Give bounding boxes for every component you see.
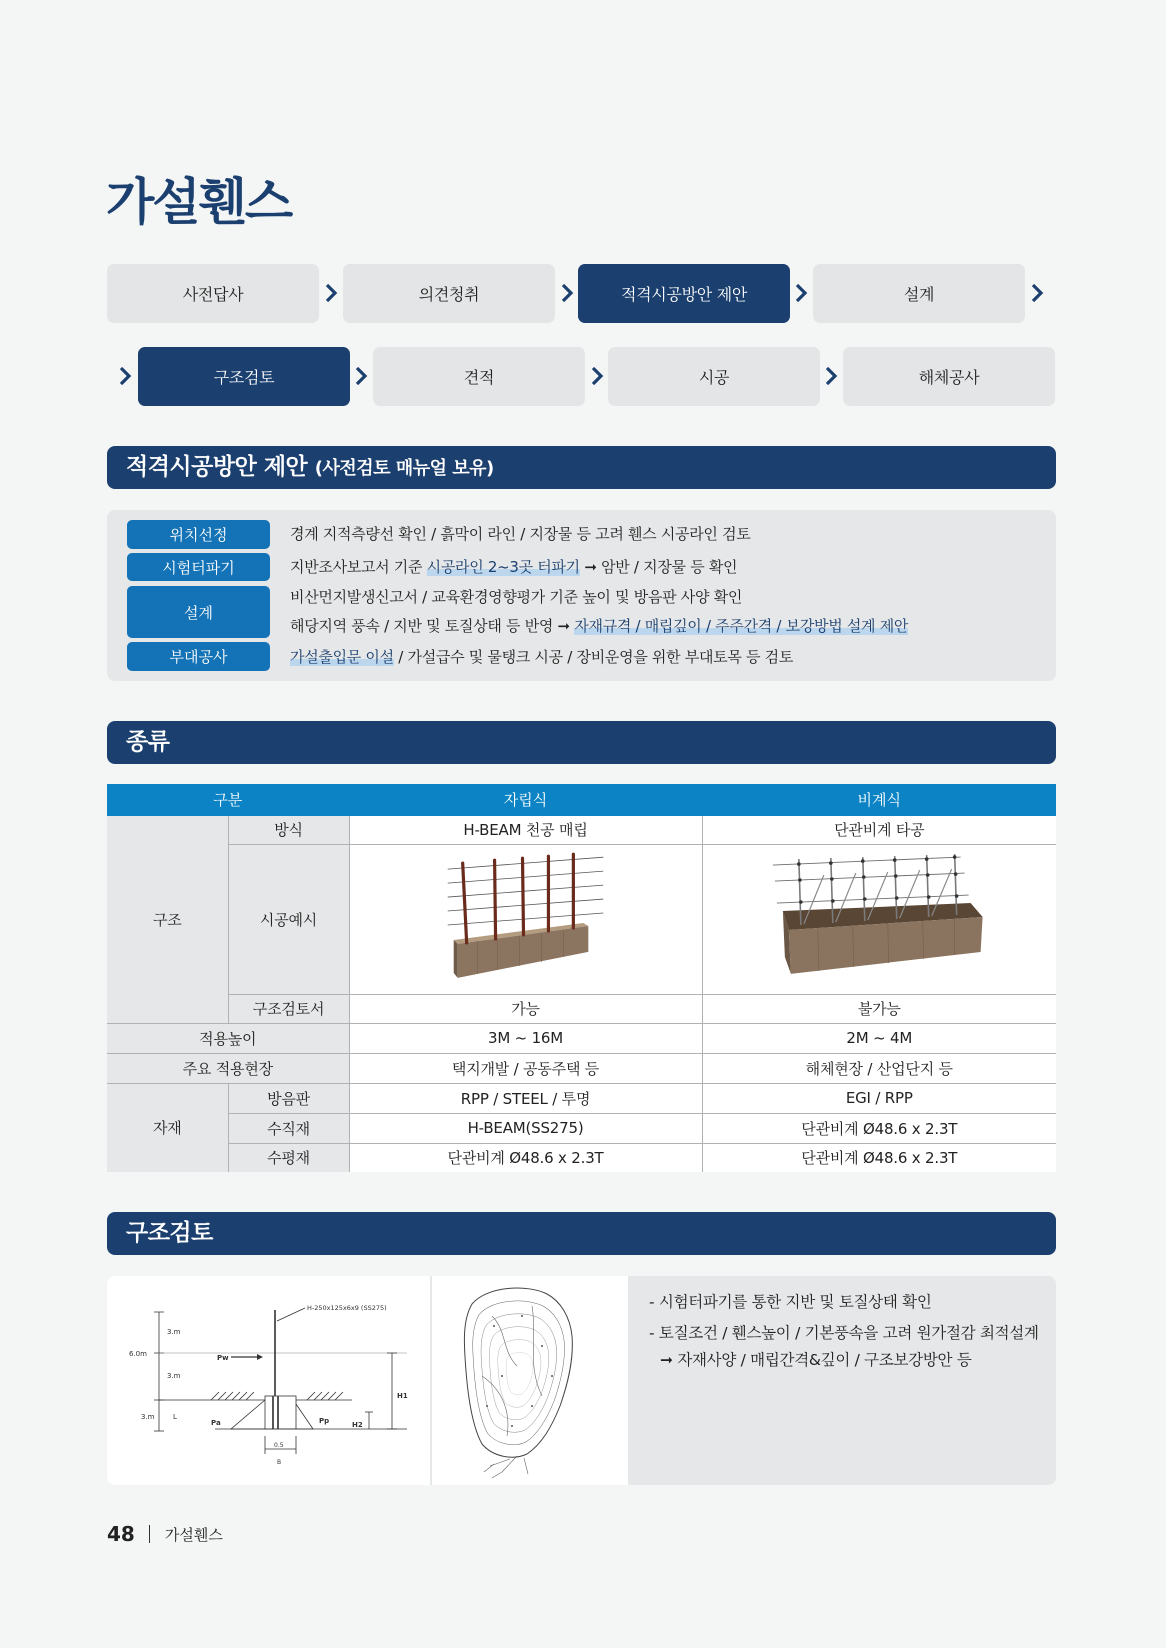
chevron-right-icon [590, 366, 604, 386]
cell-scaffold-horizontal-member: 단관비계 Ø48.6 x 2.3T [702, 1143, 1056, 1172]
diagram-label-pw: Pw [217, 1354, 229, 1362]
text-segment: 지반조사보고서 기준 [290, 558, 427, 576]
ancillary-work-text [290, 646, 793, 668]
diagram-label-width: 0.5 [274, 1442, 284, 1449]
design-text-line1: 비산먼지발생신고서 / 교육환경영향평가 기준 높이 및 방음판 사양 확인 [290, 588, 743, 606]
section-title: 구조검토 [126, 1220, 213, 1246]
section-title: 종류 [126, 729, 170, 755]
contour-map-panel [432, 1276, 628, 1485]
table-row [107, 815, 1056, 844]
section-header-types [107, 721, 1056, 764]
header-scaffold: 비계식 [702, 784, 1056, 815]
cell-self-standing-height: 3M ~ 16M [349, 1023, 702, 1053]
cell-scaffold-review-doc: 불가능 [702, 994, 1056, 1023]
cell-self-standing-horizontal-member: 단관비계 Ø48.6 x 2.3T [349, 1143, 702, 1172]
review-notes-panel [630, 1276, 1056, 1485]
load-diagram-panel [107, 1276, 430, 1485]
structural-review-panel [107, 1276, 1056, 1485]
diagram-label-top: 3.m [167, 1328, 181, 1336]
section-header-proposal [107, 446, 1056, 489]
row-label-vertical-member: 수직재 [228, 1113, 349, 1143]
text-segment: ➞ 암반 / 지장물 등 확인 [579, 558, 738, 576]
cell-scaffold-sound-panel: EGI / RPP [702, 1083, 1056, 1113]
row-label-method: 방식 [228, 815, 349, 844]
cell-scaffold-method: 단관비계 타공 [702, 815, 1056, 844]
process-step-proposal: 적격시공방안 제안 [578, 264, 790, 323]
section-header-review [107, 1212, 1056, 1255]
cell-self-standing-vertical-member: H-BEAM(SS275) [349, 1113, 702, 1143]
cell-scaffold-example [702, 844, 1056, 994]
cell-self-standing-sites: 택지개발 / 공동주택 등 [349, 1053, 702, 1083]
section-subtitle: (사전검토 매뉴얼 보유) [314, 458, 494, 479]
row-label-height: 적용높이 [107, 1023, 349, 1053]
process-step-hearing: 의견청취 [343, 264, 555, 323]
text-segment: / 가설급수 및 물탱크 시공 / 장비운영을 위한 부대토목 등 검토 [393, 648, 794, 666]
process-step-site-survey: 사전답사 [107, 264, 319, 323]
table-row [107, 1083, 1056, 1113]
diagram-label-beam: H-250x125x6x9 (SS275) [307, 1304, 387, 1312]
page-title: 가설휀스 [106, 173, 292, 231]
diagram-label-total: 6.0m [129, 1350, 147, 1358]
cell-scaffold-vertical-member: 단관비계 Ø48.6 x 2.3T [702, 1113, 1056, 1143]
chevron-right-icon [354, 366, 368, 386]
label-design: 설계 [127, 586, 270, 638]
label-ancillary-work: 부대공사 [127, 642, 270, 671]
process-step-estimate: 견적 [373, 347, 585, 406]
contour-map [432, 1276, 628, 1485]
table-row [107, 1113, 1056, 1143]
review-note: - 시험터파기를 통한 지반 및 토질상태 확인 [649, 1293, 932, 1311]
footer-divider [149, 1525, 150, 1543]
chevron-right-icon [1030, 283, 1044, 303]
chevron-right-icon [118, 366, 132, 386]
load-diagram [107, 1276, 430, 1485]
cell-scaffold-sites: 해체현장 / 산업단지 등 [702, 1053, 1056, 1083]
cell-self-standing-review-doc: 가능 [349, 994, 702, 1023]
footer-section-name: 가설휀스 [164, 1525, 223, 1544]
page-number: 48 [107, 1522, 135, 1546]
text-segment: 해당지역 풍속 / 지반 및 토질상태 등 반영 ➞ [290, 617, 575, 635]
review-note: - 토질조건 / 휀스높이 / 기본풍속을 고려 원가절감 최적설계 [649, 1324, 1039, 1342]
process-step-construction: 시공 [608, 347, 820, 406]
test-excavation-text [290, 556, 737, 578]
table-row [107, 1053, 1056, 1083]
highlight-text: 가설출입문 이설 [290, 648, 394, 666]
row-label-horizontal-member: 수평재 [228, 1143, 349, 1172]
diagram-label-pp: Pp [319, 1417, 330, 1425]
diagram-label-mid: 3.m [167, 1372, 181, 1380]
diagram-label-l: L [173, 1413, 177, 1421]
chevron-right-icon [324, 283, 338, 303]
highlight-text: 시공라인 2~3곳 터파기 [426, 558, 580, 576]
row-label-example: 시공예시 [228, 844, 349, 994]
row-label-sites: 주요 적용현장 [107, 1053, 349, 1083]
review-note: ➞ 자재사양 / 매립간격&깊이 / 구조보강방안 등 [660, 1351, 972, 1369]
label-location: 위치선정 [127, 520, 270, 549]
location-text: 경계 지적측량선 확인 / 흙막이 라인 / 지장물 등 고려 휀스 시공라인 검토 [290, 525, 751, 543]
group-structure: 구조 [107, 815, 228, 1023]
row-label-review-doc: 구조검토서 [228, 994, 349, 1023]
cell-self-standing-sound-panel: RPP / STEEL / 투명 [349, 1083, 702, 1113]
process-step-structural-review: 구조검토 [138, 347, 350, 406]
diagram-label-h2: H2 [352, 1421, 363, 1429]
table-row [107, 1023, 1056, 1053]
diagram-label-embed: 3.m [141, 1413, 155, 1421]
diagram-label-b: B [277, 1459, 282, 1466]
chevron-right-icon [560, 283, 574, 303]
process-step-demolition: 해체공사 [843, 347, 1055, 406]
row-label-sound-panel: 방음판 [228, 1083, 349, 1113]
cell-self-standing-method: H-BEAM 천공 매립 [349, 815, 702, 844]
table-row [107, 1143, 1056, 1172]
self-standing-fence-illustration [350, 845, 702, 993]
cell-self-standing-example [349, 844, 702, 994]
process-step-design: 설계 [813, 264, 1025, 323]
scaffold-fence-illustration [703, 845, 1057, 993]
design-text-line2 [290, 615, 908, 637]
chevron-right-icon [794, 283, 808, 303]
proposal-info-box [107, 510, 1056, 681]
chevron-right-icon [824, 366, 838, 386]
highlight-text: 자재규격 / 매립깊이 / 주주간격 / 보강방법 설계 제안 [574, 617, 909, 635]
table-row [107, 844, 1056, 994]
header-category: 구분 [107, 784, 349, 815]
diagram-label-h1: H1 [397, 1392, 408, 1400]
header-self-standing: 자립식 [349, 784, 702, 815]
table-row [107, 994, 1056, 1023]
group-materials: 자재 [107, 1083, 228, 1172]
fence-types-table [107, 784, 1056, 1172]
cell-scaffold-height: 2M ~ 4M [702, 1023, 1056, 1053]
label-test-excavation: 시험터파기 [127, 553, 270, 581]
section-title: 적격시공방안 제안 [126, 454, 308, 480]
diagram-label-pa: Pa [211, 1419, 221, 1427]
page-footer [107, 1520, 223, 1548]
